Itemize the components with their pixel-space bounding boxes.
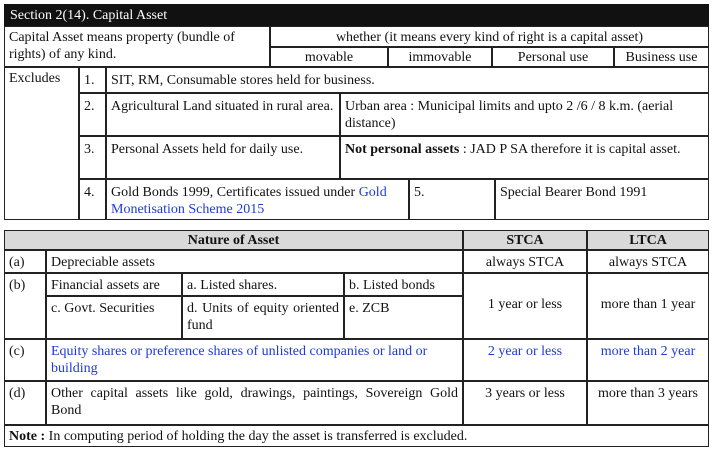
row-d-label-text: (d) <box>9 386 26 401</box>
listed-shares-text: a. Listed shares. <box>187 278 278 293</box>
exclude-item-1 <box>106 67 709 93</box>
type-immovable <box>388 47 492 67</box>
row-c-label-text: (c) <box>9 344 25 359</box>
row-d-ltca-text: more than 3 years <box>598 386 698 401</box>
row-b-stca-text: 1 year or less <box>487 297 563 312</box>
row-c-nature <box>46 339 463 381</box>
exclude-1-text: SIT, RM, Consumable stores held for business. <box>111 73 375 88</box>
row-b-label <box>4 273 46 339</box>
row-b-cell-govt-securities <box>46 296 182 339</box>
whether-text: whether (it means every kind of right is a capital asset) <box>335 30 644 45</box>
exclude-item-5 <box>495 179 709 220</box>
not-personal-assets-label: Not personal assets <box>345 142 460 157</box>
row-a-stca <box>463 250 587 273</box>
row-b-stca <box>463 273 587 339</box>
row-c-stca-text: 2 year or less <box>487 344 563 359</box>
exclude-3-detail-text: : JAD P SA therefore it is capital asset. <box>459 142 681 157</box>
govt-securities-text: c. Govt. Securities <box>51 301 155 316</box>
type-business-use <box>614 47 709 67</box>
row-a-nature <box>46 250 463 273</box>
stca-header <box>463 230 587 250</box>
exclude-2-detail <box>340 93 709 136</box>
row-c-nature-text: Equity shares or preference shares of unlisted companies or land or building <box>51 344 428 376</box>
row-b-cell-listed-bonds <box>344 273 463 296</box>
exclude-4-text: Gold Bonds 1999, Certificates issued under <box>111 185 359 200</box>
exclude-number-1 <box>79 67 106 93</box>
note-label: Note : <box>9 429 46 444</box>
whether-cell <box>270 26 709 47</box>
note-text: In computing period of holding the day the asset is transferred is excluded. <box>45 429 468 444</box>
exclude-1-num: 1. <box>84 73 95 88</box>
excludes-label-text: Excludes <box>9 71 61 86</box>
ltca-header-text: LTCA <box>629 233 667 248</box>
row-a-stca-text: always STCA <box>485 255 565 270</box>
section-title <box>4 4 709 26</box>
row-b-cell-financial <box>46 273 182 296</box>
type-personal-use <box>492 47 614 67</box>
row-b-cell-zcb <box>344 296 463 339</box>
row-a-label-text: (a) <box>9 255 25 270</box>
row-d-stca <box>463 381 587 425</box>
row-d-ltca <box>587 381 709 425</box>
financial-assets-text: Financial assets are <box>51 278 160 293</box>
type-personal-use-text: Personal use <box>517 50 589 65</box>
row-a-nature-text: Depreciable assets <box>51 255 155 270</box>
exclude-3-num: 3. <box>84 142 95 157</box>
definition-text: Capital Asset means property (bundle of rights) of any kind. <box>9 30 235 62</box>
exclude-5-text: Special Bearer Bond 1991 <box>500 185 648 200</box>
exclude-2-text: Agricultural Land situated in rural area. <box>111 99 334 114</box>
exclude-number-5 <box>409 179 495 220</box>
exclude-2-detail-text: Urban area : Municipal limits and upto 2 /6 / 8 k.m. (aerial distance) <box>345 99 674 131</box>
type-movable-text: movable <box>304 50 354 65</box>
type-business-use-text: Business use <box>625 50 698 65</box>
row-b-ltca <box>587 273 709 339</box>
exclude-3-detail <box>340 136 709 179</box>
type-immovable-text: immovable <box>408 50 472 65</box>
exclude-3-text: Personal Assets held for daily use. <box>111 142 304 157</box>
row-c-ltca <box>587 339 709 381</box>
exclude-5-num: 5. <box>414 185 425 200</box>
row-d-label <box>4 381 46 425</box>
nature-of-asset-header <box>4 230 463 250</box>
nature-header-text: Nature of Asset <box>187 233 280 248</box>
row-b-ltca-text: more than 1 year <box>600 297 696 312</box>
exclude-number-4 <box>79 179 106 220</box>
gold-monetisation-scheme-text: Gold Monetisation Scheme 2015 <box>111 185 387 217</box>
row-b-label-text: (b) <box>9 278 26 293</box>
listed-bonds-text: b. Listed bonds <box>349 278 435 293</box>
section-title-text: Section 2(14). Capital Asset <box>10 8 168 23</box>
exclude-2-num: 2. <box>84 99 95 114</box>
exclude-item-2 <box>106 93 340 136</box>
excludes-label <box>4 67 79 220</box>
zcb-text: e. ZCB <box>349 301 390 316</box>
exclude-item-4 <box>106 179 409 220</box>
equity-fund-text: d. Units of equity oriented fund <box>187 301 339 333</box>
row-d-stca-text: 3 years or less <box>485 386 565 401</box>
ltca-header <box>587 230 709 250</box>
exclude-number-3 <box>79 136 106 179</box>
row-c-label <box>4 339 46 381</box>
row-a-ltca-text: always STCA <box>608 255 688 270</box>
row-d-nature-text: Other capital assets like gold, drawings, paintings, Sovereign Gold Bond <box>51 386 458 418</box>
row-d-nature <box>46 381 463 425</box>
row-a-ltca <box>587 250 709 273</box>
note-row <box>4 425 709 447</box>
definition-cell <box>4 26 270 67</box>
row-c-stca <box>463 339 587 381</box>
row-a-label <box>4 250 46 273</box>
row-c-ltca-text: more than 2 year <box>600 344 696 359</box>
exclude-item-3 <box>106 136 340 179</box>
stca-header-text: STCA <box>506 233 544 248</box>
type-movable <box>270 47 388 67</box>
row-b-cell-listed-shares <box>182 273 344 296</box>
exclude-number-2 <box>79 93 106 136</box>
row-b-cell-equity-fund <box>182 296 344 339</box>
exclude-4-num: 4. <box>84 185 95 200</box>
